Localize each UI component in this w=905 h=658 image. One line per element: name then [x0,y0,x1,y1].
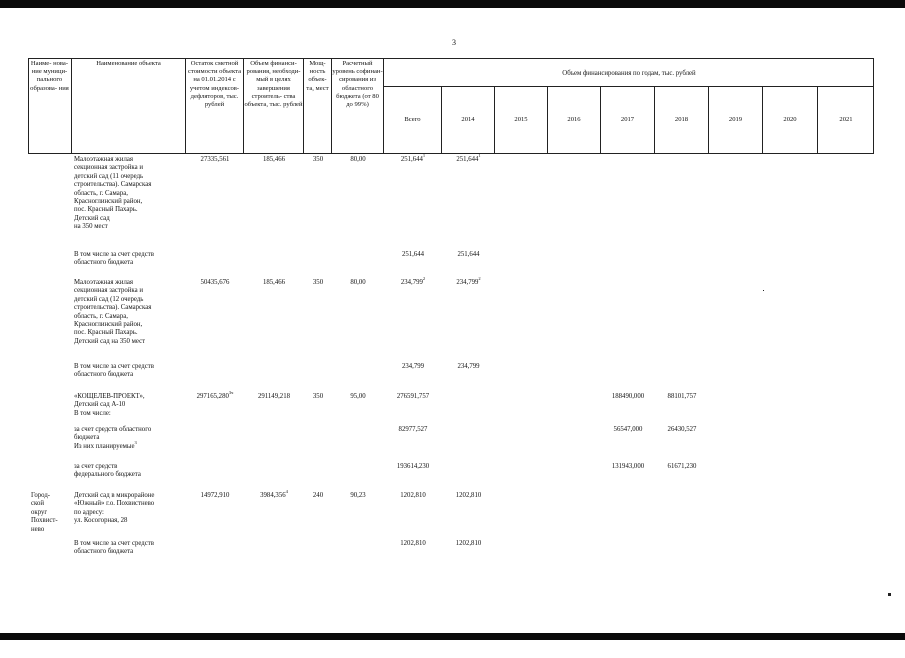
cofinancing-level: 95,00 [350,393,366,400]
remaining-cost: 14972,910 [200,492,230,499]
total-value: 82977,527 [398,426,428,433]
needed-funding: 3984,356$^4$ [260,489,288,499]
header-total: Всего [384,86,442,154]
object-name: В том числе за счет средств областного бюджета [74,251,154,267]
header-needed-funding: Объем финанси- рования, необходи- мый в целях завершения строитель- ства объекта, тыс. рублей [244,58,304,154]
year-2017-value: 188490,000 [611,393,645,400]
header-years-group: Объем финансирования по годам, тыс. рублей [562,70,696,77]
needed-funding: 185,466 [262,156,286,163]
year-2014-value: 234,799 [457,363,480,370]
scan-speck [763,290,764,291]
header-cofinancing-level: Расчетный уровень софинан- сирования из областного бюджета (от 80 до 99%) [332,58,384,154]
total-value: 1202,810 [400,492,426,499]
year-2018-value: 61671,230 [667,463,697,470]
total-value: 234,799 [401,363,425,370]
scan-speck [888,593,891,596]
header-year-2021: 2021 [839,116,853,123]
total-value: 1202,810 [400,540,426,547]
object-name: В том числе за счет средств областного бюджета [74,363,154,379]
object-name: Детский сад в микрорайоне «Южный» г.о. Похвистнево по адресу: ул. Косогорная, 28 [74,492,155,525]
total-value: 251,644$^1$ [400,153,426,163]
needed-funding: 185,466 [262,279,286,286]
remaining-cost: 27335,561 [200,156,230,163]
total-value: 251,644 [401,251,425,258]
capacity: 350 [312,279,324,286]
total-value: 193614,230 [396,463,430,470]
cofinancing-level: 80,00 [350,156,366,163]
year-2014-value: 1202,810 [455,492,482,499]
header-year-2014: 2014 [442,86,495,154]
financing-table [28,58,874,658]
page-number: 3 [452,38,456,47]
scan-top-border [0,0,905,8]
year-2014-value: 1202,810 [455,540,482,547]
header-year-2017: 2017 [601,86,655,154]
header-capacity: Мощ- ность объек- та, мест [304,58,332,154]
remaining-cost: 50435,676 [200,279,230,286]
object-name: «КОЩЕЛЕВ-ПРОЕКТ», Детский сад А-10 В том числе: [74,393,145,417]
year-2017-value: 131943,000 [611,463,645,470]
scan-bottom-border [0,633,905,640]
capacity: 350 [312,393,324,400]
object-name: Малоэтажная жилая секционная застройка и детский сад (12 очередь строительства). Самарская область, г. Самара, Красноглинский район, пос. Красный Пахарь. Детский сад на 350 мест [74,279,152,345]
header-municipality: Наиме- нова- ние муници- пального образова- ния [28,58,72,154]
year-2018-value: 26430,527 [667,426,697,433]
object-name: Малоэтажная жилая секционная застройка и детский сад (11 очередь строительства). Самарская область, г. Самара, Красноглинский район, пос. Красный Пахарь. Детский сад на 350 мест [74,156,152,231]
capacity: 240 [312,492,324,499]
header-year-2015: 2015 [495,86,548,154]
year-2014-value: 251,644 [457,251,480,258]
object-name: В том числе за счет средств областного бюджета [74,540,154,556]
header-remaining-cost: Остаток сметной стоимости объекта на 01.01.2014 с учетом индексов- дефляторов, тыс. рублей [186,58,244,154]
header-year-2020: 2020 [763,86,818,154]
year-2014-value: 234,799$^2$ [456,276,481,286]
total-value: 276591,757 [396,393,430,400]
header-year-2019: 2019 [709,86,763,154]
header-year-2018: 2018 [655,86,709,154]
year-2014-value: 251,644$^1$ [456,153,481,163]
municipality-name: Город- ской округ Похвист- нево [31,492,58,533]
header-object: Наименование объекта [72,58,186,154]
cofinancing-level: 80,00 [350,279,366,286]
needed-funding: 291149,218 [257,393,291,400]
object-name: за счет средств федерального бюджета [74,463,141,479]
total-value: 234,799$^2$ [400,276,426,286]
remaining-cost: $297165,280^{3ч}$ [196,390,234,400]
header-year-2016: 2016 [548,86,601,154]
cofinancing-level: 90,23 [350,492,366,499]
object-name: за счет средств областного бюджета Из них планируемые$^3$ [74,426,152,450]
year-2018-value: 88101,757 [667,393,697,400]
year-2017-value: 56547,000 [613,426,643,433]
capacity: 350 [312,156,324,163]
